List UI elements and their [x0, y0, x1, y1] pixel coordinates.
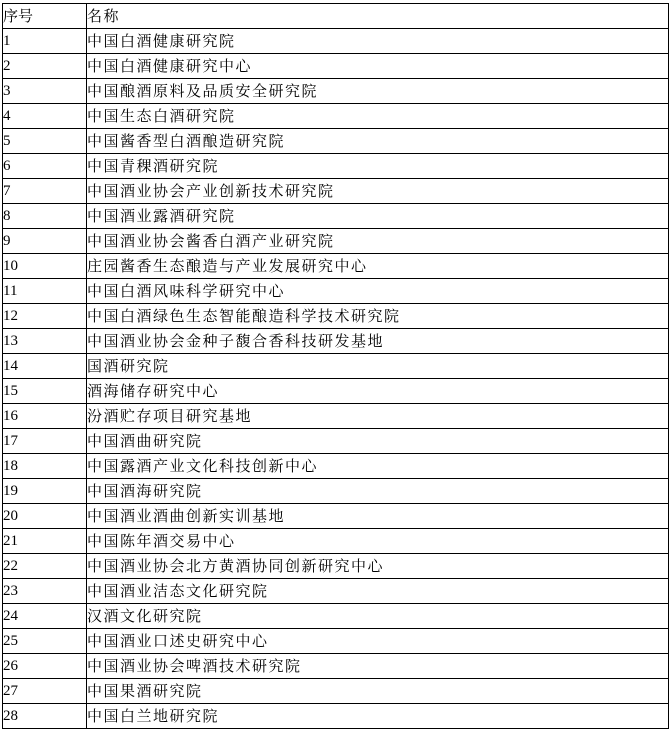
- row-index-cell: 21: [3, 529, 87, 554]
- row-name-cell: 中国酿酒原料及品质安全研究院: [87, 79, 669, 104]
- row-name-cell: 中国酒业露酒研究院: [87, 204, 669, 229]
- row-name-cell: 中国酒业协会金种子馥合香科技研发基地: [87, 329, 669, 354]
- row-index-cell: 18: [3, 454, 87, 479]
- institutes-table: [2, 3, 669, 729]
- table-row: [3, 304, 669, 329]
- row-name-cell: 中国白兰地研究院: [87, 704, 669, 729]
- table-row: [3, 554, 669, 579]
- row-index-cell: 11: [3, 279, 87, 304]
- table-row: [3, 79, 669, 104]
- row-index-cell: 27: [3, 679, 87, 704]
- table-row: [3, 104, 669, 129]
- row-index-cell: 25: [3, 629, 87, 654]
- table-row: [3, 229, 669, 254]
- row-name-cell: 中国酒业口述史研究中心: [87, 629, 669, 654]
- row-name-cell: 汾酒贮存项目研究基地: [87, 404, 669, 429]
- row-index-cell: 1: [3, 29, 87, 54]
- table-row: [3, 254, 669, 279]
- header-index: 序号: [3, 4, 87, 29]
- table-row: [3, 279, 669, 304]
- table-row: [3, 479, 669, 504]
- table-row: [3, 154, 669, 179]
- table-row: [3, 179, 669, 204]
- row-index-cell: 22: [3, 554, 87, 579]
- row-index-cell: 3: [3, 79, 87, 104]
- row-index-cell: 28: [3, 704, 87, 729]
- row-index-cell: 13: [3, 329, 87, 354]
- row-name-cell: 汉酒文化研究院: [87, 604, 669, 629]
- table-row: [3, 404, 669, 429]
- row-index-cell: 20: [3, 504, 87, 529]
- row-index-cell: 26: [3, 654, 87, 679]
- table-body: [3, 29, 669, 729]
- row-name-cell: 中国酱香型白酒酿造研究院: [87, 129, 669, 154]
- row-name-cell: 酒海储存研究中心: [87, 379, 669, 404]
- row-index-cell: 5: [3, 129, 87, 154]
- row-name-cell: 中国酒曲研究院: [87, 429, 669, 454]
- row-index-cell: 12: [3, 304, 87, 329]
- table-row: [3, 204, 669, 229]
- row-name-cell: 中国白酒绿色生态智能酿造科学技术研究院: [87, 304, 669, 329]
- row-index-cell: 15: [3, 379, 87, 404]
- row-name-cell: 中国酒业协会北方黄酒协同创新研究中心: [87, 554, 669, 579]
- row-name-cell: 国酒研究院: [87, 354, 669, 379]
- row-name-cell: 中国生态白酒研究院: [87, 104, 669, 129]
- row-index-cell: 7: [3, 179, 87, 204]
- header-name: 名称: [87, 4, 669, 29]
- table-row: [3, 54, 669, 79]
- row-index-cell: 2: [3, 54, 87, 79]
- row-index-cell: 4: [3, 104, 87, 129]
- table-row: [3, 429, 669, 454]
- table-header-row: [3, 4, 669, 29]
- row-name-cell: 中国青稞酒研究院: [87, 154, 669, 179]
- row-name-cell: 中国酒业洁态文化研究院: [87, 579, 669, 604]
- table-row: [3, 454, 669, 479]
- row-index-cell: 10: [3, 254, 87, 279]
- table-row: [3, 354, 669, 379]
- table-row: [3, 654, 669, 679]
- table-row: [3, 704, 669, 729]
- row-index-cell: 9: [3, 229, 87, 254]
- table-row: [3, 629, 669, 654]
- table-row: [3, 29, 669, 54]
- row-name-cell: 中国果酒研究院: [87, 679, 669, 704]
- row-index-cell: 14: [3, 354, 87, 379]
- table-row: [3, 529, 669, 554]
- table-row: [3, 679, 669, 704]
- row-name-cell: 中国酒业协会酱香白酒产业研究院: [87, 229, 669, 254]
- row-name-cell: 中国白酒风味科学研究中心: [87, 279, 669, 304]
- table-row: [3, 379, 669, 404]
- row-name-cell: 中国酒业酒曲创新实训基地: [87, 504, 669, 529]
- table-row: [3, 329, 669, 354]
- table-row: [3, 129, 669, 154]
- row-index-cell: 23: [3, 579, 87, 604]
- row-name-cell: 中国酒海研究院: [87, 479, 669, 504]
- row-name-cell: 中国白酒健康研究院: [87, 29, 669, 54]
- table-row: [3, 604, 669, 629]
- row-name-cell: 中国酒业协会啤酒技术研究院: [87, 654, 669, 679]
- row-index-cell: 19: [3, 479, 87, 504]
- row-name-cell: 中国白酒健康研究中心: [87, 54, 669, 79]
- row-index-cell: 8: [3, 204, 87, 229]
- row-index-cell: 16: [3, 404, 87, 429]
- row-index-cell: 24: [3, 604, 87, 629]
- row-name-cell: 庄园酱香生态酿造与产业发展研究中心: [87, 254, 669, 279]
- row-index-cell: 6: [3, 154, 87, 179]
- table-row: [3, 504, 669, 529]
- row-name-cell: 中国露酒产业文化科技创新中心: [87, 454, 669, 479]
- table-row: [3, 579, 669, 604]
- row-name-cell: 中国陈年酒交易中心: [87, 529, 669, 554]
- row-name-cell: 中国酒业协会产业创新技术研究院: [87, 179, 669, 204]
- row-index-cell: 17: [3, 429, 87, 454]
